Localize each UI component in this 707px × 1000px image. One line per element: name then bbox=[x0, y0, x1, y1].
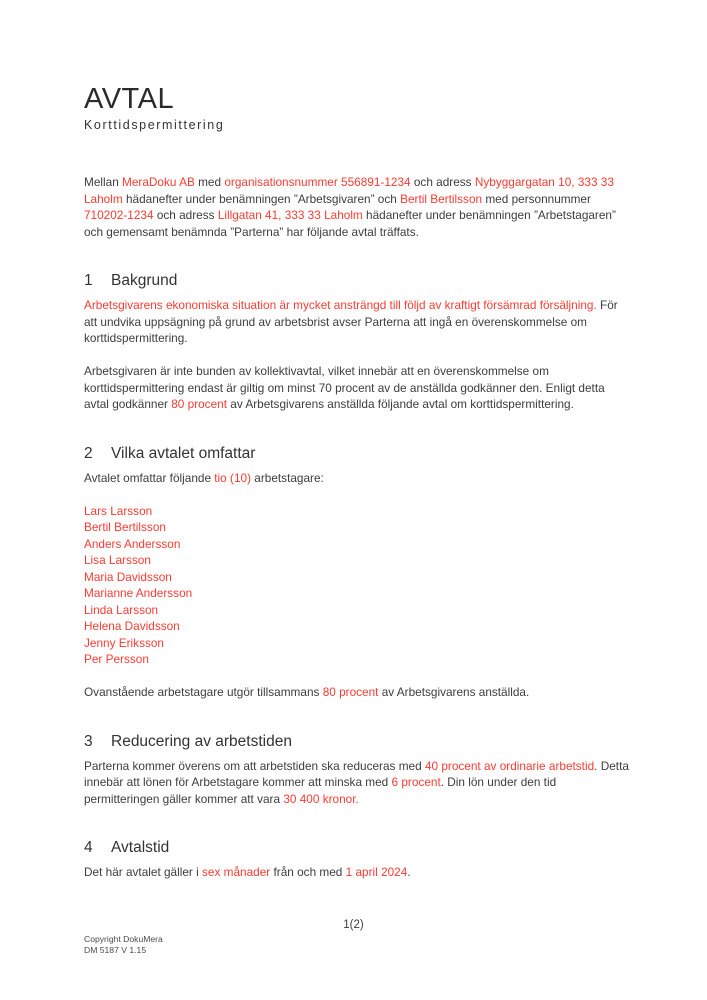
employee-name: Helena Davidsson bbox=[84, 619, 180, 633]
section-number: 2 bbox=[84, 444, 93, 462]
field-value: organisationsnummer 556891-1234 bbox=[224, 175, 411, 189]
text-run: hädanefter under benämningen ”Arbetstagaren” och gemensamt benämnda ”Parterna” har följande avtal träffats. bbox=[84, 208, 616, 239]
section-heading-2 bbox=[84, 444, 629, 464]
section-title: Reducering av arbetstiden bbox=[111, 732, 292, 750]
section-paragraph bbox=[84, 864, 629, 881]
field-value: 710202-1234 bbox=[84, 208, 154, 222]
section-heading-4 bbox=[84, 838, 629, 858]
text-run: hädanefter under benämningen ”Arbetsgivaren” och bbox=[122, 191, 401, 206]
field-value: Lillgatan 41, 333 33 Laholm bbox=[217, 208, 363, 222]
field-value: 80 procent bbox=[171, 397, 227, 411]
text-run: . bbox=[407, 865, 411, 879]
section-title: Avtalstid bbox=[111, 839, 170, 856]
employee-name: Lisa Larsson bbox=[84, 553, 151, 567]
employee-name: Jenny Eriksson bbox=[84, 635, 164, 650]
section-number: 4 bbox=[84, 839, 93, 856]
field-value: 1 april 2024 bbox=[345, 865, 408, 879]
field-value: tio (10) bbox=[214, 470, 251, 485]
employee-name: Lars Larsson bbox=[84, 503, 153, 518]
section-title: Vilka avtalet omfattar bbox=[111, 444, 256, 462]
text-run: Parterna kommer överens om att arbetstiden ska reduceras med bbox=[84, 758, 425, 773]
footer bbox=[84, 934, 163, 956]
text-run: och adress bbox=[153, 208, 218, 222]
text-run: Arbetsgivaren är inte bunden av kollektivavtal, vilket innebär att en överenskommelse om korttidspermittering endast är giltig om minst 70 procent av de anställda godkänner den. Enligt detta avtal godkänner bbox=[84, 364, 605, 411]
document-subtitle: Korttidspermittering bbox=[84, 118, 225, 132]
text-run: med personnummer bbox=[482, 191, 591, 206]
section-heading-1 bbox=[84, 271, 629, 291]
field-value: 30 400 kronor. bbox=[283, 791, 359, 806]
text-run: och adress bbox=[410, 175, 475, 189]
text-run: Ovanstående arbetstagare utgör tillsammans bbox=[84, 685, 323, 699]
page-number: 1(2) bbox=[343, 919, 364, 931]
text-run: . Din lön under den tid permitteringen gäller kommer att vara bbox=[84, 775, 557, 806]
field-value: Arbetsgivarens ekonomiska situation är mycket ansträngd till följd av kraftigt försämrad försäljning. bbox=[84, 298, 597, 312]
section-title: Bakgrund bbox=[111, 272, 178, 289]
footer-doc-id: DM 5187 V 1.15 bbox=[84, 945, 147, 955]
field-value: sex månader bbox=[202, 865, 271, 879]
field-value: Bertil Bertilsson bbox=[400, 191, 483, 206]
section-number: 3 bbox=[84, 732, 93, 750]
section-heading-3 bbox=[84, 732, 629, 752]
employee-name-list bbox=[84, 503, 629, 668]
section-paragraph bbox=[84, 363, 629, 413]
text-run: arbetstagare: bbox=[251, 470, 324, 485]
document-title: AVTAL bbox=[84, 83, 175, 115]
text-run: av Arbetsgivarens anställda följande avtal om korttidspermittering. bbox=[226, 397, 574, 411]
field-value: Nybyggargatan 10, 333 33 Laholm bbox=[84, 175, 614, 206]
section-paragraph bbox=[84, 470, 629, 487]
employee-name: Marianne Andersson bbox=[84, 586, 193, 600]
text-run: Det här avtalet gäller i bbox=[84, 865, 203, 879]
field-value: 40 procent av ordinarie arbetstid bbox=[424, 758, 595, 773]
section-number: 1 bbox=[84, 272, 93, 289]
text-run: Avtalet omfattar följande bbox=[84, 470, 215, 485]
text-run: För att undvika uppsägning på grund av arbetsbrist avser Parterna att ingå en överenskommelse om korttidspermittering. bbox=[84, 298, 618, 345]
text-run: från och med bbox=[270, 865, 346, 879]
employee-name: Bertil Bertilsson bbox=[84, 520, 166, 534]
footer-copyright: Copyright DokuMera bbox=[84, 934, 163, 944]
field-value: MeraDoku AB bbox=[122, 175, 195, 189]
employee-name: Per Persson bbox=[84, 652, 149, 666]
text-run: . Detta innebär att lönen för Arbetstagare kommer att minska med bbox=[84, 758, 629, 789]
section-paragraph bbox=[84, 684, 629, 701]
employee-name: Maria Davidsson bbox=[84, 569, 172, 584]
field-value: 80 procent bbox=[322, 685, 379, 699]
text-run: Mellan bbox=[84, 175, 123, 189]
employee-name: Anders Andersson bbox=[84, 536, 181, 551]
intro-paragraph bbox=[84, 174, 629, 240]
section-paragraph bbox=[84, 758, 629, 808]
sections-container bbox=[84, 271, 629, 881]
field-value: 6 procent bbox=[391, 775, 441, 789]
text-run: av Arbetsgivarens anställda. bbox=[378, 685, 530, 699]
text-run: med bbox=[194, 175, 225, 189]
employee-name: Linda Larsson bbox=[84, 602, 159, 617]
section-paragraph bbox=[84, 297, 629, 347]
